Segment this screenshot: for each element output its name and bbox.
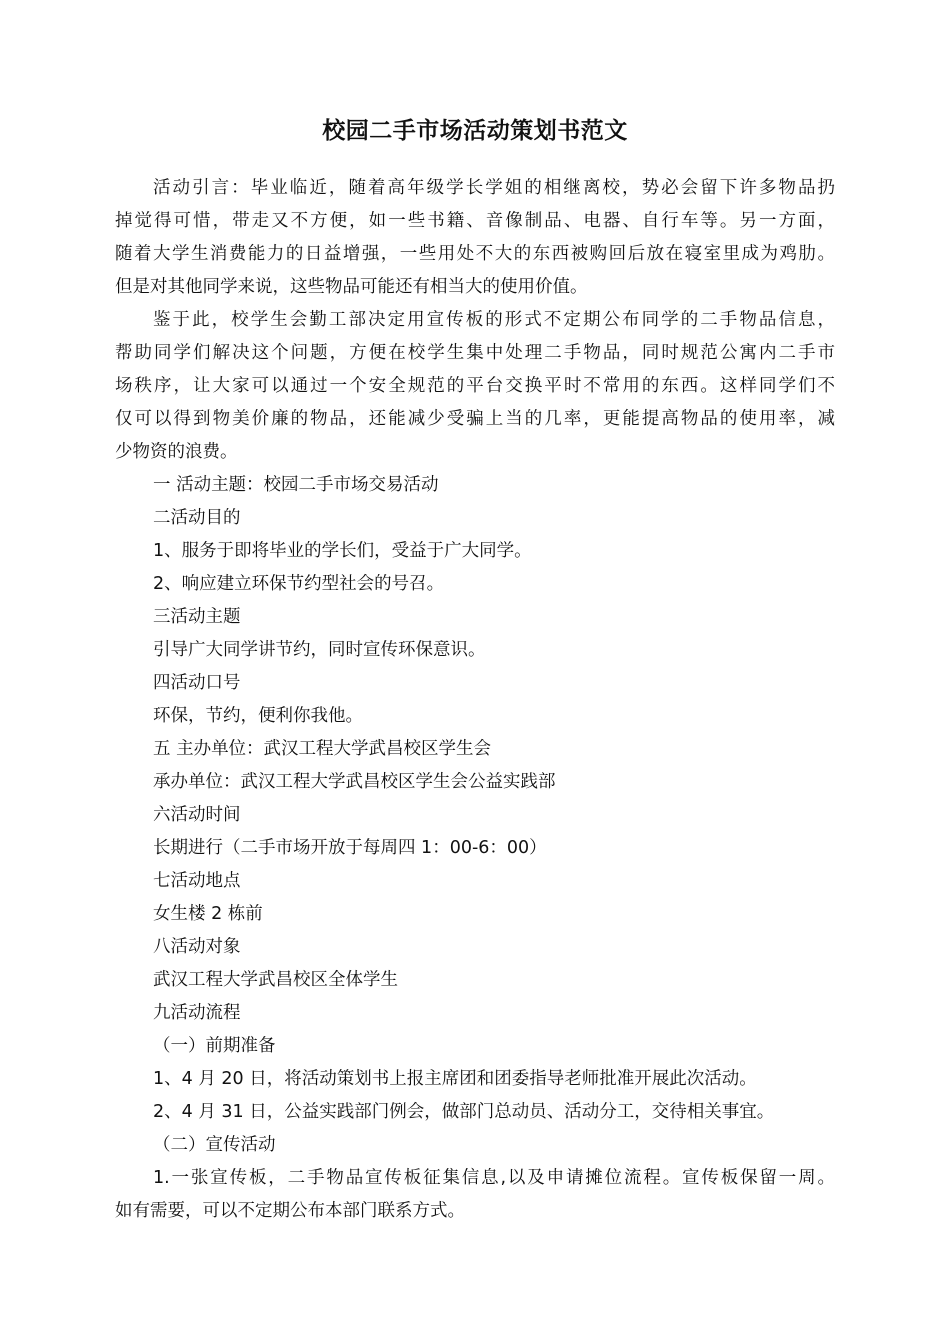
paragraph-line: 鉴于此，校学生会勤工部决定用宣传板的形式不定期公布同学的二手物品信息， — [153, 310, 835, 330]
paragraph-line: 随着大学生消费能力的日益增强，一些用处不大的东西被购回后放在寝室里成为鸡肋。 — [115, 244, 835, 264]
paragraph-line: 掉觉得可惜，带走又不方便，如一些书籍、音像制品、电器、自行车等。另一方面， — [115, 211, 835, 231]
section-heading: 四活动口号 — [153, 673, 241, 693]
list-item: 2、响应建立环保节约型社会的号召。 — [153, 574, 445, 594]
section-heading: 九活动流程 — [153, 1003, 241, 1023]
section-heading: 三活动主题 — [153, 607, 241, 627]
paragraph-line: 场秩序，让大家可以通过一个安全规范的平台交换平时不常用的东西。这样同学们不 — [115, 376, 835, 396]
paragraph-line: 帮助同学们解决这个问题，方便在校学生集中处理二手物品，同时规范公寓内二手市 — [115, 343, 835, 363]
paragraph-line: 仅可以得到物美价廉的物品，还能减少受骗上当的几率，更能提高物品的使用率，减 — [115, 409, 835, 429]
paragraph-line: 少物资的浪费。 — [115, 442, 238, 462]
paragraph-line: 活动引言：毕业临近，随着高年级学长学姐的相继离校，势必会留下许多物品扔 — [153, 178, 835, 198]
document-title: 校园二手市场活动策划书范文 — [322, 118, 628, 144]
paragraph-line: 但是对其他同学来说，这些物品可能还有相当大的使用价值。 — [115, 277, 588, 297]
list-item: 1、4 月 20 日，将活动策划书上报主席团和团委指导老师批准开展此次活动。 — [153, 1069, 757, 1089]
list-item: 1、服务于即将毕业的学长们，受益于广大同学。 — [153, 541, 532, 561]
section-heading: 八活动对象 — [153, 937, 241, 957]
paragraph-line: 环保，节约，便利你我他。 — [153, 706, 363, 726]
paragraph-line: 女生楼 2 栋前 — [153, 904, 263, 924]
paragraph-line: 长期进行（二手市场开放于每周四 1：00-6：00） — [153, 838, 547, 858]
paragraph-line: 承办单位：武汉工程大学武昌校区学生会公益实践部 — [153, 772, 556, 792]
section-heading: 二活动目的 — [153, 508, 241, 528]
paragraph-line: 引导广大同学讲节约，同时宣传环保意识。 — [153, 640, 486, 660]
paragraph-line: 武汉工程大学武昌校区全体学生 — [153, 970, 398, 990]
subsection-heading: （二）宣传活动 — [153, 1135, 276, 1155]
document-body — [115, 172, 835, 1228]
subsection-heading: （一）前期准备 — [153, 1036, 276, 1056]
section-heading: 七活动地点 — [153, 871, 241, 891]
section-heading: 五 主办单位：武汉工程大学武昌校区学生会 — [153, 739, 492, 759]
section-heading: 六活动时间 — [153, 805, 241, 825]
list-item: 1.一张宣传板，二手物品宣传板征集信息,以及申请摊位流程。宣传板保留一周。 — [153, 1168, 835, 1188]
section-heading: 一 活动主题：校园二手市场交易活动 — [153, 475, 439, 495]
paragraph-line: 如有需要，可以不定期公布本部门联系方式。 — [115, 1201, 465, 1221]
list-item: 2、4 月 31 日，公益实践部门例会，做部门总动员、活动分工，交待相关事宜。 — [153, 1102, 775, 1122]
